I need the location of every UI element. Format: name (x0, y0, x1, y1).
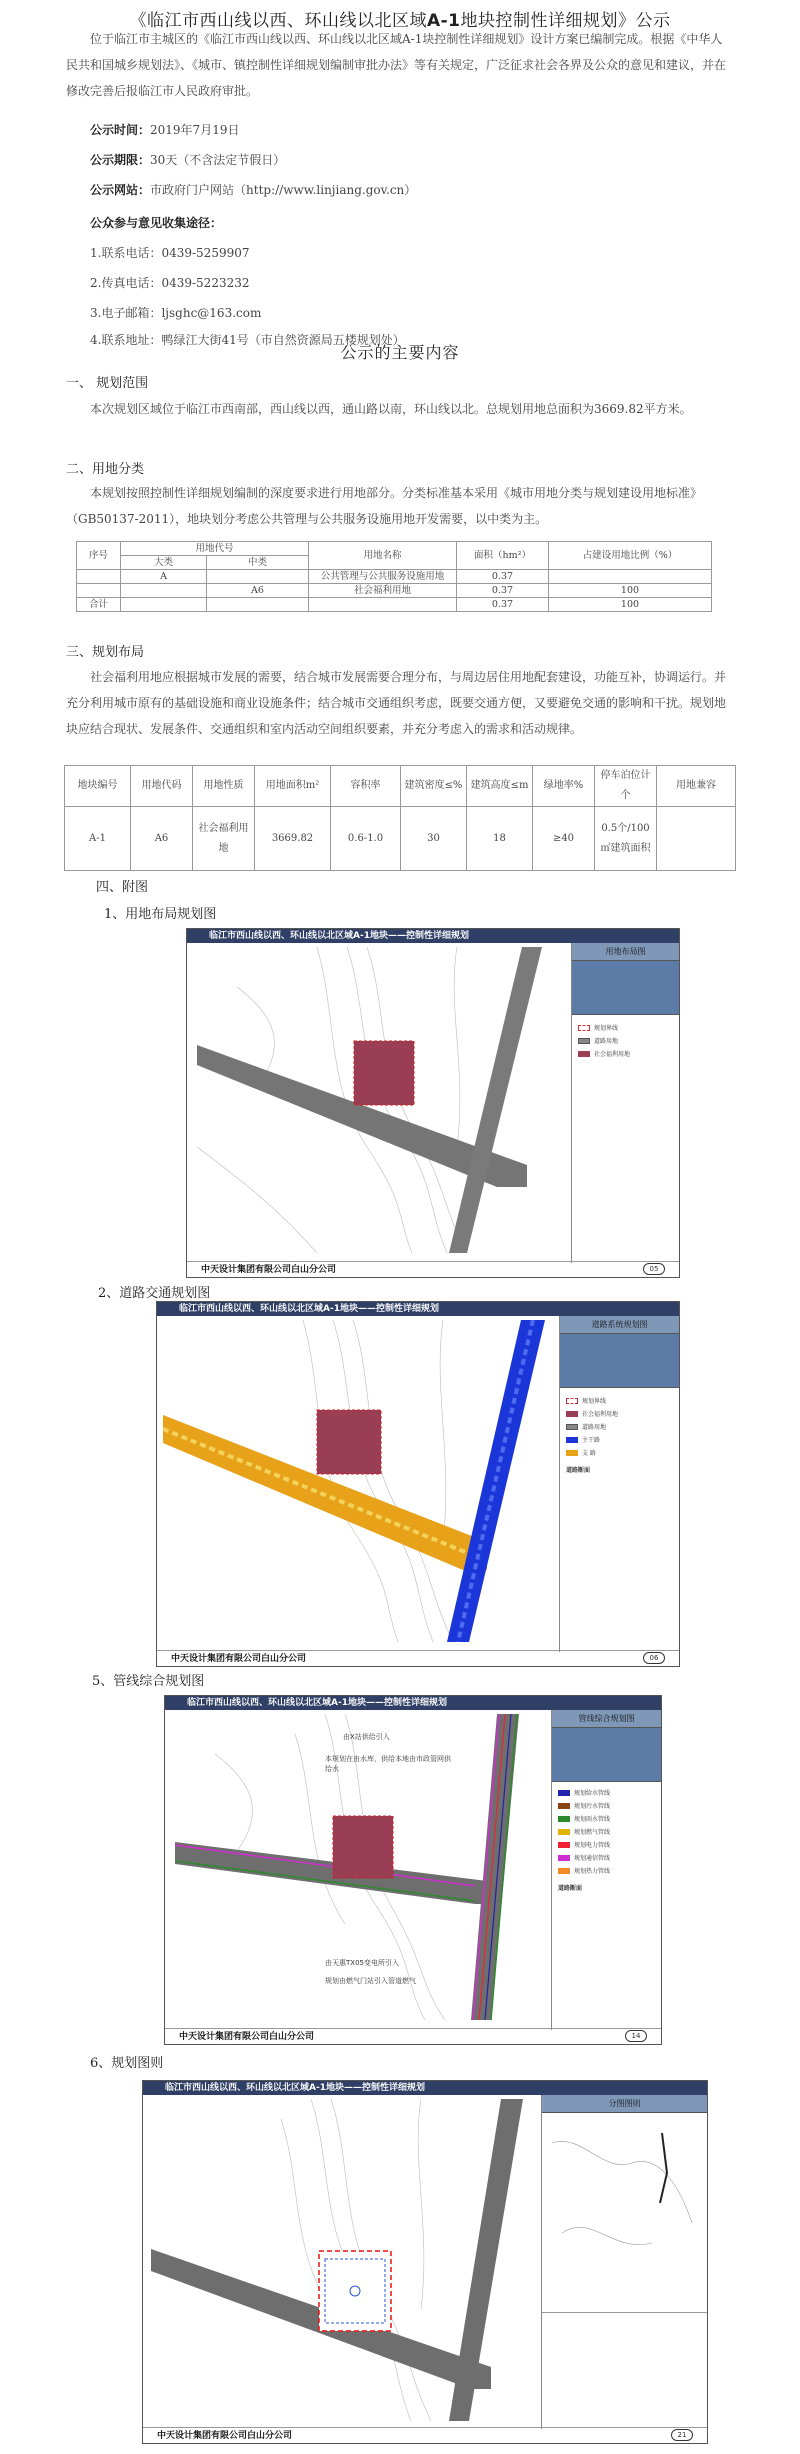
land-use-map (197, 947, 559, 1253)
figure-footer: 中天设计集团有限公司白山分公司 (157, 1650, 679, 1666)
page-number: 05 (643, 1263, 665, 1275)
legend-panel (541, 2095, 707, 2429)
legend-item: 规划污水管线 (552, 1799, 661, 1812)
land-use-table (76, 541, 712, 612)
legend-panel (551, 1710, 661, 2030)
table-header: 序号 (77, 542, 121, 570)
feedback-email: 3.电子邮箱：ljsghc@163.com (90, 306, 262, 320)
map-note: 规划由燃气门站引入管道燃气 (325, 1977, 416, 1985)
figure-header: 临江市西山线以西、环山线以北区域A-1地块——控制性详细规划 (187, 929, 679, 943)
section-heading: 三、规划布局 (66, 645, 145, 660)
feedback-phone: 1.联系电话：0439-5259907 (90, 246, 250, 260)
legend-title: 道路系统规划图 (560, 1316, 679, 1334)
legend-item: 规划雨水管线 (552, 1812, 661, 1825)
page-number: 14 (625, 2030, 647, 2042)
feedback-fax: 2.传真电话：0439-5223232 (90, 276, 250, 290)
section-text: 本次规划区域位于临江市西南部，西山线以西，通山路以南，环山线以北。总规划用地总面积为3669.82平方米。 (90, 402, 692, 416)
figure-footer: 中天设计集团有限公司白山分公司 (165, 2028, 661, 2044)
figure-label: 6、规划图则 (90, 2056, 164, 2071)
feedback-address: 4.联系地址：鸭绿江大街41号（市自然资源局五楼规划处） (90, 333, 405, 347)
legend-item: 规划界线 (560, 1394, 679, 1407)
legend-item: 道路用地 (560, 1420, 679, 1433)
figure-label: 1、用地布局规划图 (104, 907, 217, 922)
legend-item: 规划燃气管线 (552, 1825, 661, 1838)
figure-header: 临江市西山线以西、环山线以北区域A-1地块——控制性详细规划 (165, 1696, 661, 1710)
figure-footer: 中天设计集团有限公司白山分公司 (143, 2427, 707, 2443)
section-heading: 一、 规划范围 (66, 376, 149, 391)
figure-footer: 中天设计集团有限公司白山分公司 (187, 1261, 679, 1277)
figure-land-use (186, 928, 680, 1278)
control-index-table (64, 765, 736, 871)
table-header: 占建设用地比例（%） (549, 542, 712, 570)
table-header: 用地名称 (309, 542, 457, 570)
legend-item: 支 路 (560, 1446, 679, 1459)
location-plan-svg (542, 2113, 708, 2313)
legend-panel (571, 943, 679, 1263)
page-number: 21 (671, 2429, 693, 2441)
section-title: 道路断面 (566, 1467, 591, 1474)
legend-title: 用地布局图 (572, 943, 679, 961)
legend-item: 规划给水管线 (552, 1786, 661, 1799)
legend-title: 管线综合规划图 (552, 1710, 661, 1728)
title-bold: A-1 (426, 11, 461, 31)
table-header: 中类 (207, 556, 309, 570)
map-note: 本规划在由水库，供给本地由市政管网供给水 (325, 1755, 451, 1773)
map-area (175, 1714, 539, 2020)
table-header: 大类 (121, 556, 207, 570)
legend-item: 主干路 (560, 1433, 679, 1446)
table-row: A6 社会福利用地 0.37 100 (77, 584, 712, 598)
section-title: 道路断面 (558, 1885, 583, 1892)
emblem-image (572, 961, 679, 1015)
legend-item: 社会福利用地 (572, 1047, 679, 1060)
legend-item: 道路用地 (572, 1034, 679, 1047)
plan-map (151, 2099, 535, 2421)
figure-road-traffic (156, 1301, 680, 1667)
emblem-image (552, 1728, 661, 1782)
emblem-image (560, 1334, 679, 1388)
table-row: 合计 0.37 100 (77, 598, 712, 612)
legend-item: 规划电力管线 (552, 1838, 661, 1851)
page-number: 06 (643, 1652, 665, 1664)
content-subtitle: 公示的主要内容 (340, 343, 460, 362)
legend-item: 规划通信管线 (552, 1851, 661, 1864)
section-text: 社会福利用地应根据城市发展的需要，结合城市发展需要合理分布，与周边居住用地配套建设，功能互补，协调运行。并充分利用城市原有的基础设施和商业设施条件；结合城市交通组织考虑，既要交通方便，又要避免交通的影响和干扰。规划地块应结合现状、发展条件、交通组织和室内活动空间组织要素，并充分考虑入的需求和活动规律。 (66, 670, 727, 736)
map-area (197, 947, 559, 1253)
map-area (163, 1320, 557, 1642)
legend-item: 规划界线 (572, 1021, 679, 1034)
table-header: 面积（hm²） (457, 542, 549, 570)
intro-paragraph: 位于临江市主城区的《临江市西山线以西、环山线以北区域A-1块控制性详细规划》设计方案已编制完成。根据《中华人民共和国城乡规划法》、《城市、镇控制性详细规划编制审批办法》等有关规定，广泛征求社会各界及公众的意见和建议，并在修改完善后报临江市人民政府审批。 (66, 32, 727, 98)
table-header: 用地代号 (121, 542, 309, 556)
section-text: 本规划按照控制性详细规划编制的深度要求进行用地部分。分类标准基本采用《城市用地分类与规划建设用地标准》（GB50137-2011），地块划分考虑公共管理与公共服务设施用地开发需要，以中类为主。 (66, 486, 703, 526)
figure-header: 临江市西山线以西、环山线以北区域A-1地块——控制性详细规划 (157, 1302, 679, 1316)
info-publish-time: 公示时间：2019年7月19日 (90, 123, 240, 137)
table-row: A 公共管理与公共服务设施用地 0.37 (77, 570, 712, 584)
figure-plan-drawing (142, 2080, 708, 2444)
section-heading: 四、附图 (96, 880, 149, 895)
section-heading: 二、用地分类 (66, 462, 145, 477)
figure-label: 5、管线综合规划图 (92, 1674, 205, 1689)
location-plan (542, 2113, 707, 2313)
map-note: 由X站供给引入 (343, 1733, 390, 1741)
figure-pipeline (164, 1695, 662, 2045)
title-part: 《临江市西山线以西、环山线以北区域 (129, 11, 427, 31)
table-header-row: 地块编号 用地代码 用地性质 用地面积m² 容积率 建筑密度≤% 建筑高度≤m 绿地率% 停车泊位计个 用地兼容 (65, 766, 736, 807)
legend-item: 规划热力管线 (552, 1864, 661, 1877)
table-row: A-1 A6 社会福利用地 3669.82 0.6-1.0 30 18 ≥40 0.5个/100㎡建筑面积 (65, 807, 736, 871)
road-traffic-map (163, 1320, 557, 1642)
legend-item: 社会福利用地 (560, 1407, 679, 1420)
info-publish-period: 公示期限：30天（不含法定节假日） (90, 153, 286, 167)
map-note: 由天惠TX05变电所引入 (325, 1959, 399, 1967)
legend-panel (559, 1316, 679, 1652)
title-part: 地块控制性详细规划》公示 (460, 11, 671, 31)
info-publish-website: 公示网站：市政府门户网站（http://www.linjiang.gov.cn） (90, 183, 417, 197)
feedback-title: 公众参与意见收集途径： (90, 216, 223, 230)
map-area (151, 2099, 535, 2421)
figure-header: 临江市西山线以西、环山线以北区域A-1地块——控制性详细规划 (143, 2081, 707, 2095)
legend-title: 分图图则 (542, 2095, 707, 2113)
figure-label: 2、道路交通规划图 (98, 1286, 211, 1301)
